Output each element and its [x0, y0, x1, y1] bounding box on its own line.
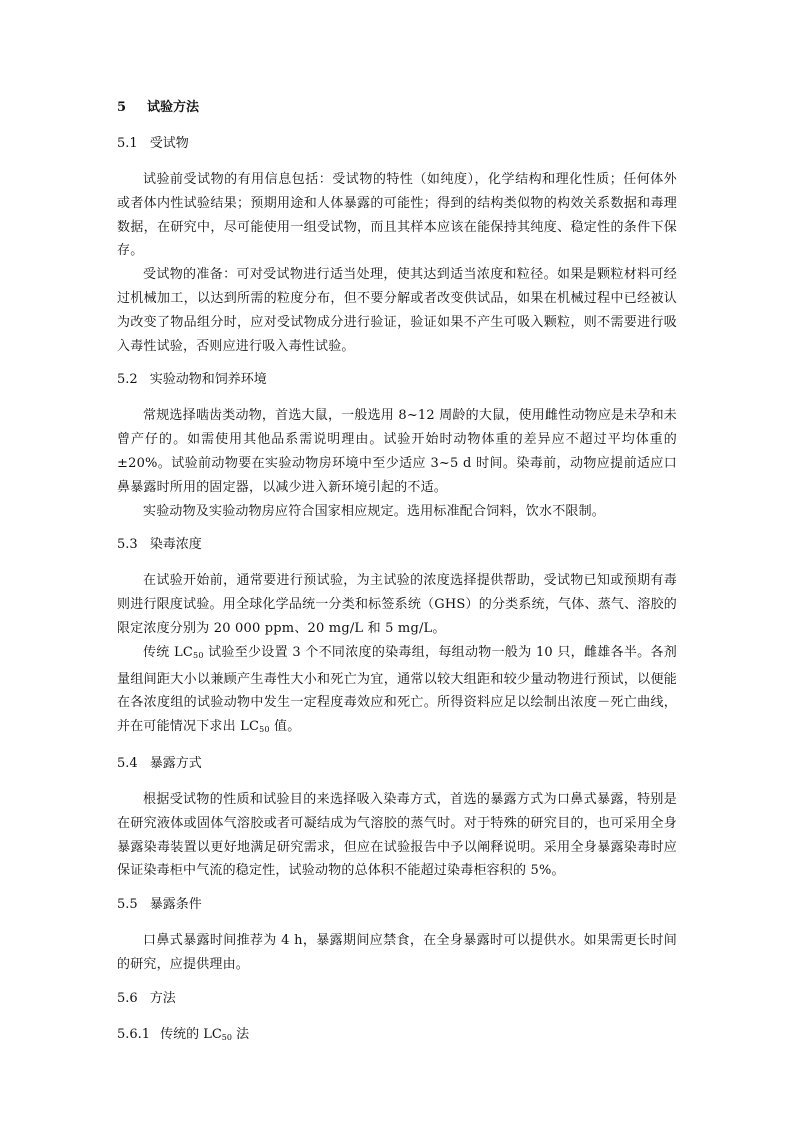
- section-title: 法: [231, 1026, 250, 1042]
- section-title: 方法: [149, 990, 176, 1006]
- section-number: 5.1: [117, 136, 138, 151]
- section-title: 暴露方式: [149, 755, 202, 771]
- section-5-2-heading: [117, 370, 677, 390]
- section-5-4-heading: [117, 754, 677, 774]
- subscript: 50: [259, 725, 270, 735]
- paragraph: 常规选择啮齿类动物，首选大鼠，一般选用 8~12 周龄的大鼠，使用雌性动物应是未孕和未曾产仔的。如需使用其他品系需说明理由。试验开始时动物体重的差异应不超过平均体重的±20%。试验前动物要在实验动物房环境中至少适应 3~5 d 时间。染毒前，动物应提前适应口鼻暴露时所用的固定器，以减少进入新环境引起的不适。: [117, 408, 677, 495]
- paragraph: 受试物的准备：可对受试物进行适当处理，使其达到适当浓度和粒径。如果是颗粒材料可经过机械加工，以达到所需的粒度分布，但不要分解或者改变供试品，如果在机械过程中已经被认为改变了物品组分时，应对受试物成分进行验证，验证如果不产生可吸入颗粒，则不需要进行吸入毒性试验，否则应进行吸入毒性试验。: [117, 267, 677, 354]
- section-number: 5.3: [117, 537, 138, 553]
- section-title: 受试物: [149, 136, 189, 151]
- paragraph: 在试验开始前，通常要进行预试验，为主试验的浓度选择提供帮助，受试物已知或预期有毒则进行限度试验。用全球化学品统一分类和标签系统（GHS）的分类系统，气体、蒸气、溶胶的限定浓度分别为 20 000 ppm、20 mg/L 和 5 mg/L。: [117, 573, 677, 636]
- section-5-3-heading: [117, 535, 677, 555]
- section-5-6-heading: [117, 989, 677, 1009]
- section-number: 5: [117, 100, 127, 115]
- section-5-6-1-heading: [117, 1025, 677, 1048]
- paragraph: 试验前受试物的有用信息包括：受试物的特性（如纯度），化学结构和理化性质；任何体外或者体内性试验结果；预期用途和人体暴露的可能性；得到的结构类似物的构效关系数据和毒理数据，在研究中，尽可能使用一组受试物，而且其样本应该在能保持其纯度、稳定性的条件下保存。: [117, 172, 677, 259]
- section-title: 暴露条件: [149, 897, 202, 913]
- section-number: 5.5: [117, 897, 138, 913]
- section-5-1-heading: [117, 134, 677, 154]
- text-run: 传统 LC: [143, 644, 194, 660]
- section-title: 染毒浓度: [149, 537, 202, 553]
- text-run: 值。: [269, 719, 301, 735]
- section-number: 5.2: [117, 372, 138, 388]
- subscript: 50: [193, 650, 204, 660]
- section-5-5-heading: [117, 895, 677, 915]
- section-number: 5.4: [117, 755, 138, 771]
- paragraph: 实验动物及实验动物房应符合国家相应规定。选用标准配合饲料，饮水不限制。: [143, 503, 606, 519]
- section-title: 实验动物和饲养环境: [149, 372, 267, 388]
- subscript: 50: [221, 1032, 232, 1042]
- section-title: 试验方法: [147, 100, 200, 115]
- section-number: 5.6: [117, 990, 138, 1006]
- paragraph: 根据受试物的性质和试验目的来选择吸入染毒方式，首选的暴露方式为口鼻式暴露，特别是在研究液体或固体气溶胶或者可凝结成为气溶胶的蒸气时。对于特殊的研究目的，也可采用全身暴露染毒装置以更好地满足研究需求，但应在试验报告中予以阐释说明。采用全身暴露染毒时应保证染毒柜中气流的稳定性，试验动物的总体积不能超过染毒柜容积的 5%。: [117, 791, 677, 879]
- section-5-heading: [117, 98, 677, 118]
- section-title: 传统的 LC: [160, 1026, 222, 1042]
- document-page: [117, 86, 677, 1048]
- paragraph: 口鼻式暴露时间推荐为 4 h，暴露期间应禁食，在全身暴露时可以提供水。如果需更长时间的研究，应提供理由。: [117, 933, 677, 972]
- text-run: 试验至少设置 3 个不同浓度的染毒组，每组动物一般为 10 只，雌雄各半。各剂量组间距大小以兼顾产生毒性大小和死亡为宜，通常以较大组距和较少量动物进行预试，以便能在各浓度组的试验动物中发生一定程度毒效应和死亡。所得资料应足以绘制出浓度－死亡曲线，并在可能情况下求出 LC: [117, 644, 677, 735]
- paragraph: [117, 641, 677, 742]
- section-number: 5.6.1: [117, 1026, 151, 1042]
